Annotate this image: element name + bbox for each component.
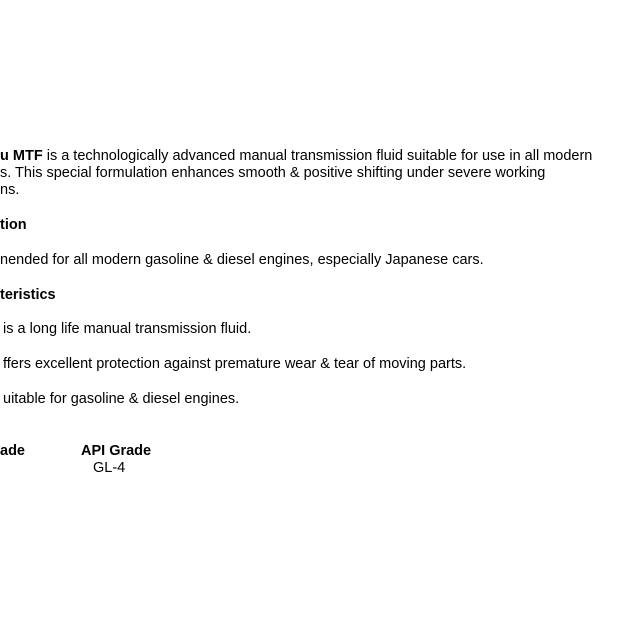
intro-line-1-text: is a technologically advanced manual transmission fluid suitable for use in all modern: [42, 148, 593, 164]
intro-line-1: [0, 148, 592, 165]
characteristics-heading: teristics: [0, 287, 56, 303]
characteristic-item: ffers excellent protection against premature wear & tear of moving parts.: [3, 356, 467, 372]
api-grade-header: API Grade: [81, 443, 152, 459]
intro-line-3: ns.: [0, 182, 20, 198]
characteristic-item: is a long life manual transmission fluid.: [3, 321, 252, 337]
api-grade-value: GL-4: [93, 460, 126, 476]
characteristic-item: uitable for gasoline & diesel engines.: [3, 391, 240, 407]
application-text: nended for all modern gasoline & diesel engines, especially Japanese cars.: [0, 252, 484, 268]
product-name: u MTF: [0, 148, 43, 164]
application-heading: tion: [0, 217, 27, 233]
intro-line-2: s. This special formulation enhances smooth & positive shifting under severe working: [0, 165, 546, 181]
grade-column-header: ade: [0, 443, 25, 459]
